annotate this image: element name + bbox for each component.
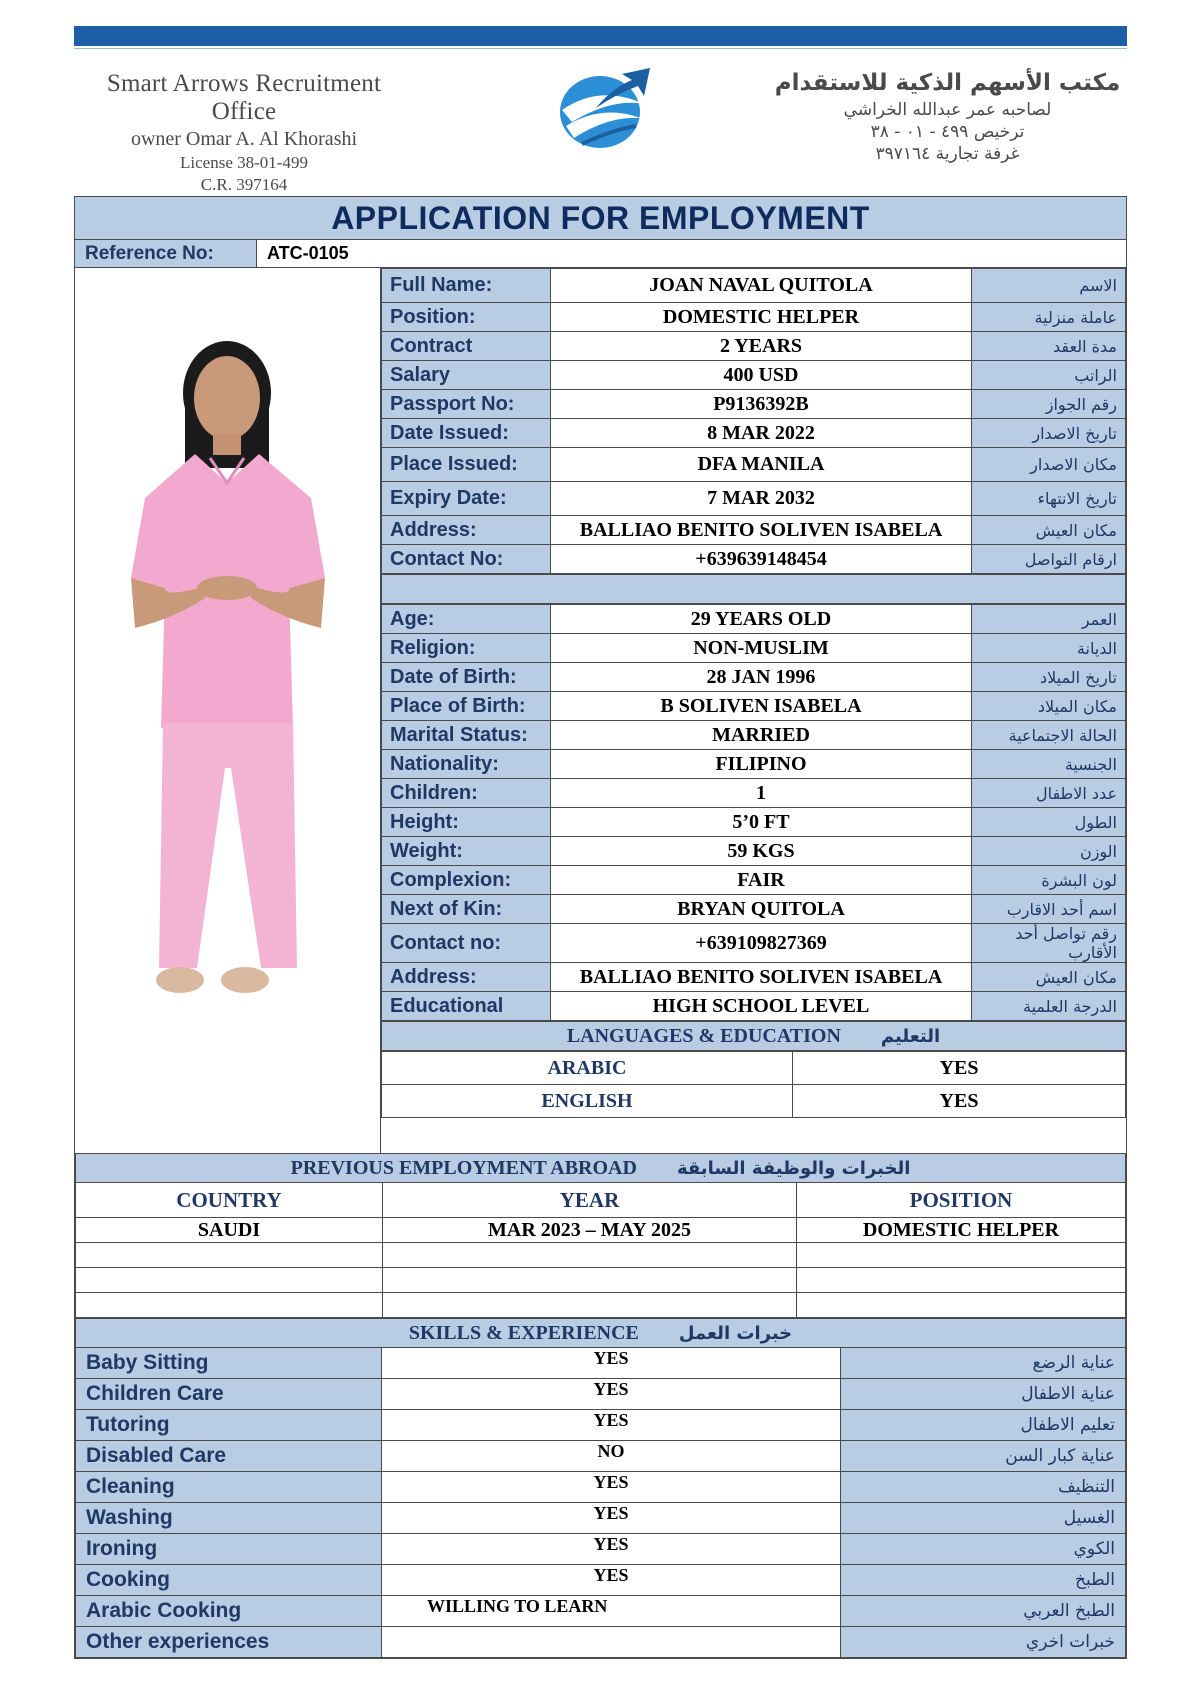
employment-cell — [76, 1293, 383, 1318]
personal-table-bottom — [381, 604, 1126, 1021]
field-label-ar: عاملة منزلية — [972, 303, 1126, 332]
language-name: ENGLISH — [382, 1085, 793, 1118]
employment-cell — [797, 1243, 1126, 1268]
employment-cell — [383, 1243, 797, 1268]
info-row — [382, 663, 1126, 692]
info-row — [382, 895, 1126, 924]
skill-row — [76, 1379, 1126, 1410]
personal-info — [381, 268, 1126, 1153]
info-row — [382, 779, 1126, 808]
applicant-photo — [75, 268, 380, 1148]
field-label: Age: — [382, 605, 551, 634]
field-value: 7 MAR 2032 — [551, 482, 972, 516]
language-row — [382, 1085, 1126, 1118]
field-label: Contact no: — [382, 924, 551, 963]
skill-label-ar: تعليم الاطفال — [841, 1410, 1126, 1441]
employment-column-header: YEAR — [383, 1183, 797, 1218]
employment-column-header: POSITION — [797, 1183, 1126, 1218]
employment-column-header: COUNTRY — [76, 1183, 383, 1218]
info-row — [382, 750, 1126, 779]
field-value: 400 USD — [551, 361, 972, 390]
photo-column — [75, 268, 381, 1153]
skill-row — [76, 1410, 1126, 1441]
field-label: Place Issued: — [382, 448, 551, 482]
languages-title-ar: التعليم — [880, 1025, 941, 1047]
letterhead-english — [74, 70, 414, 195]
skill-value: YES — [382, 1503, 841, 1534]
info-row — [382, 963, 1126, 992]
field-value: DOMESTIC HELPER — [551, 303, 972, 332]
field-label: Height: — [382, 808, 551, 837]
field-label-ar: مكان العيش — [972, 963, 1126, 992]
field-value: 5’0 FT — [551, 808, 972, 837]
skill-label-ar: الكوي — [841, 1534, 1126, 1565]
field-value: +639109827369 — [551, 924, 972, 963]
field-label-ar: تاريخ الانتهاء — [972, 482, 1126, 516]
skill-label-ar: عناية الاطفال — [841, 1379, 1126, 1410]
license-ar: ترخيص ٤٩٩ - ٠١ - ٣٨ — [870, 122, 1025, 142]
field-label: Passport No: — [382, 390, 551, 419]
field-value: MARRIED — [551, 721, 972, 750]
skills-title: SKILLS & EXPERIENCE — [408, 1321, 639, 1344]
skill-label: Cooking — [76, 1565, 382, 1596]
reference-label: Reference No: — [75, 240, 257, 267]
employment-cell — [76, 1243, 383, 1268]
field-label: Address: — [382, 963, 551, 992]
company-name-en: Smart Arrows Recruitment Office — [106, 70, 382, 125]
field-label-ar: لون البشرة — [972, 866, 1126, 895]
skill-label-ar: التنظيف — [841, 1472, 1126, 1503]
info-row — [382, 448, 1126, 482]
field-label-ar: مدة العقد — [972, 332, 1126, 361]
info-row — [382, 390, 1126, 419]
language-name: ARABIC — [382, 1052, 793, 1085]
field-value: FAIR — [551, 866, 972, 895]
languages-list — [381, 1051, 1126, 1118]
field-label: Next of Kin: — [382, 895, 551, 924]
skill-value: WILLING TO LEARN — [382, 1596, 841, 1627]
employment-header-row — [76, 1183, 1126, 1218]
field-value: 8 MAR 2022 — [551, 419, 972, 448]
skills-title-ar: خبرات العمل — [678, 1322, 793, 1344]
language-value: YES — [793, 1085, 1126, 1118]
field-label-ar: الوزن — [972, 837, 1126, 866]
header-bar — [74, 26, 1127, 46]
skill-row — [76, 1596, 1126, 1627]
info-row — [382, 516, 1126, 545]
employment-row — [76, 1293, 1126, 1318]
skill-value: YES — [382, 1379, 841, 1410]
employment-cell: MAR 2023 – MAY 2025 — [383, 1218, 797, 1243]
skill-value — [382, 1627, 841, 1658]
info-row — [382, 482, 1126, 516]
skill-label-ar: خبرات اخري — [841, 1627, 1126, 1658]
employment-header — [76, 1154, 1126, 1183]
field-label-ar: العمر — [972, 605, 1126, 634]
field-label-ar: مكان العيش — [972, 516, 1126, 545]
employment-cell — [797, 1293, 1126, 1318]
skill-value: YES — [382, 1348, 841, 1379]
skill-label: Children Care — [76, 1379, 382, 1410]
info-row — [382, 361, 1126, 390]
skill-row — [76, 1441, 1126, 1472]
field-value: 59 KGS — [551, 837, 972, 866]
field-value: BALLIAO BENITO SOLIVEN ISABELA — [551, 516, 972, 545]
field-value: 1 — [551, 779, 972, 808]
cr-ar: غرفة تجارية ٣٩٧١٦٤ — [875, 144, 1020, 164]
field-value: 28 JAN 1996 — [551, 663, 972, 692]
skill-value: YES — [382, 1472, 841, 1503]
info-row — [382, 692, 1126, 721]
field-value: FILIPINO — [551, 750, 972, 779]
skill-label-ar: عناية كبار السن — [841, 1441, 1126, 1472]
field-label-ar: تاريخ الميلاد — [972, 663, 1126, 692]
info-row — [382, 634, 1126, 663]
personal-spacer — [381, 574, 1126, 604]
field-label: Nationality: — [382, 750, 551, 779]
employment-cell — [383, 1293, 797, 1318]
skill-row — [76, 1503, 1126, 1534]
field-label: Weight: — [382, 837, 551, 866]
skill-label: Ironing — [76, 1534, 382, 1565]
field-label-ar: الدرجة العلمية — [972, 992, 1126, 1021]
header-divider — [74, 48, 1127, 49]
skill-label: Tutoring — [76, 1410, 382, 1441]
field-label: Contract — [382, 332, 551, 361]
form-title: APPLICATION FOR EMPLOYMENT — [75, 197, 1126, 240]
employment-cell: SAUDI — [76, 1218, 383, 1243]
field-label: Address: — [382, 516, 551, 545]
employment-row — [76, 1268, 1126, 1293]
info-row — [382, 808, 1126, 837]
info-row — [382, 605, 1126, 634]
field-label: Position: — [382, 303, 551, 332]
info-row — [382, 866, 1126, 895]
personal-table-top — [381, 268, 1126, 574]
license-en: License 38-01-499 — [180, 153, 308, 172]
field-value: 29 YEARS OLD — [551, 605, 972, 634]
field-value: NON-MUSLIM — [551, 634, 972, 663]
field-value: B SOLIVEN ISABELA — [551, 692, 972, 721]
field-label-ar: الطول — [972, 808, 1126, 837]
field-value: +639639148454 — [551, 545, 972, 574]
field-label-ar: اسم أحد الاقارب — [972, 895, 1126, 924]
field-label-ar: الراتب — [972, 361, 1126, 390]
reference-row — [75, 240, 1126, 268]
field-label: Date Issued: — [382, 419, 551, 448]
skill-value: YES — [382, 1534, 841, 1565]
employment-cell — [797, 1268, 1126, 1293]
application-form — [74, 196, 1127, 1659]
arrow-globe-logo-icon — [552, 64, 656, 156]
reference-value: ATC-0105 — [267, 243, 349, 263]
field-label-ar: عدد الاطفال — [972, 779, 1126, 808]
field-label: Full Name: — [382, 269, 551, 303]
info-row — [382, 992, 1126, 1021]
field-label: Complexion: — [382, 866, 551, 895]
employment-title-ar: الخبرات والوظيفة السابقة — [676, 1157, 911, 1179]
info-row — [382, 303, 1126, 332]
field-label-ar: تاريخ الاصدار — [972, 419, 1126, 448]
skill-label: Cleaning — [76, 1472, 382, 1503]
info-row — [382, 419, 1126, 448]
field-value: JOAN NAVAL QUITOLA — [551, 269, 972, 303]
info-row — [382, 545, 1126, 574]
field-value: HIGH SCHOOL LEVEL — [551, 992, 972, 1021]
skill-value: NO — [382, 1441, 841, 1472]
info-row — [382, 721, 1126, 750]
field-label: Religion: — [382, 634, 551, 663]
employment-cell — [76, 1268, 383, 1293]
employment-cell — [383, 1268, 797, 1293]
field-value: P9136392B — [551, 390, 972, 419]
employment-table — [75, 1153, 1126, 1318]
language-row — [382, 1052, 1126, 1085]
spacer-row — [382, 575, 1126, 604]
company-name-ar: مكتب الأسهم الذكية للاستقدام — [774, 70, 1121, 96]
skill-label: Baby Sitting — [76, 1348, 382, 1379]
cr-en: C.R. 397164 — [200, 175, 288, 194]
field-label-ar: رقم تواصل أحد الأقارب — [972, 924, 1126, 963]
field-label: Contact No: — [382, 545, 551, 574]
info-row — [382, 924, 1126, 963]
language-value: YES — [793, 1052, 1126, 1085]
skill-value: YES — [382, 1410, 841, 1441]
skill-row — [76, 1627, 1126, 1658]
field-label-ar: ارقام التواصل — [972, 545, 1126, 574]
skill-label-ar: عناية الرضع — [841, 1348, 1126, 1379]
field-label: Place of Birth: — [382, 692, 551, 721]
field-label: Salary — [382, 361, 551, 390]
skill-row — [76, 1565, 1126, 1596]
languages-title: LANGUAGES & EDUCATION — [566, 1024, 841, 1047]
field-label-ar: مكان الاصدار — [972, 448, 1126, 482]
skill-label: Disabled Care — [76, 1441, 382, 1472]
field-label-ar: مكان الميلاد — [972, 692, 1126, 721]
info-row — [382, 332, 1126, 361]
languages-header — [382, 1022, 1126, 1051]
field-label: Children: — [382, 779, 551, 808]
field-label-ar: الديانة — [972, 634, 1126, 663]
skill-label-ar: الطبخ العربي — [841, 1596, 1126, 1627]
skill-label: Arabic Cooking — [76, 1596, 382, 1627]
skills-header — [76, 1319, 1126, 1348]
field-value: DFA MANILA — [551, 448, 972, 482]
employment-row — [76, 1218, 1126, 1243]
owner-en: owner Omar A. Al Khorashi — [130, 128, 358, 150]
skill-row — [76, 1472, 1126, 1503]
skills-table — [75, 1318, 1126, 1658]
letterhead-arabic — [770, 70, 1125, 164]
field-label-ar: الاسم — [972, 269, 1126, 303]
employment-row — [76, 1243, 1126, 1268]
field-value: 2 YEARS — [551, 332, 972, 361]
skill-row — [76, 1534, 1126, 1565]
skill-label-ar: الغسيل — [841, 1503, 1126, 1534]
field-label: Expiry Date: — [382, 482, 551, 516]
main-section — [75, 268, 1126, 1153]
field-value: BALLIAO BENITO SOLIVEN ISABELA — [551, 963, 972, 992]
field-label-ar: الجنسية — [972, 750, 1126, 779]
skill-label: Other experiences — [76, 1627, 382, 1658]
owner-ar: لصاحبه عمر عبدالله الخراشي — [843, 100, 1052, 120]
info-row — [382, 837, 1126, 866]
info-row — [382, 269, 1126, 303]
skill-label: Washing — [76, 1503, 382, 1534]
employment-title: PREVIOUS EMPLOYMENT ABROAD — [290, 1156, 637, 1179]
skill-label-ar: الطبخ — [841, 1565, 1126, 1596]
field-value: BRYAN QUITOLA — [551, 895, 972, 924]
employment-cell: DOMESTIC HELPER — [797, 1218, 1126, 1243]
skill-row — [76, 1348, 1126, 1379]
field-label-ar: رقم الجواز — [972, 390, 1126, 419]
field-label-ar: الحالة الاجتماعية — [972, 721, 1126, 750]
field-label: Date of Birth: — [382, 663, 551, 692]
field-label: Marital Status: — [382, 721, 551, 750]
field-label: Educational — [382, 992, 551, 1021]
skill-value: YES — [382, 1565, 841, 1596]
languages-table — [381, 1021, 1126, 1051]
